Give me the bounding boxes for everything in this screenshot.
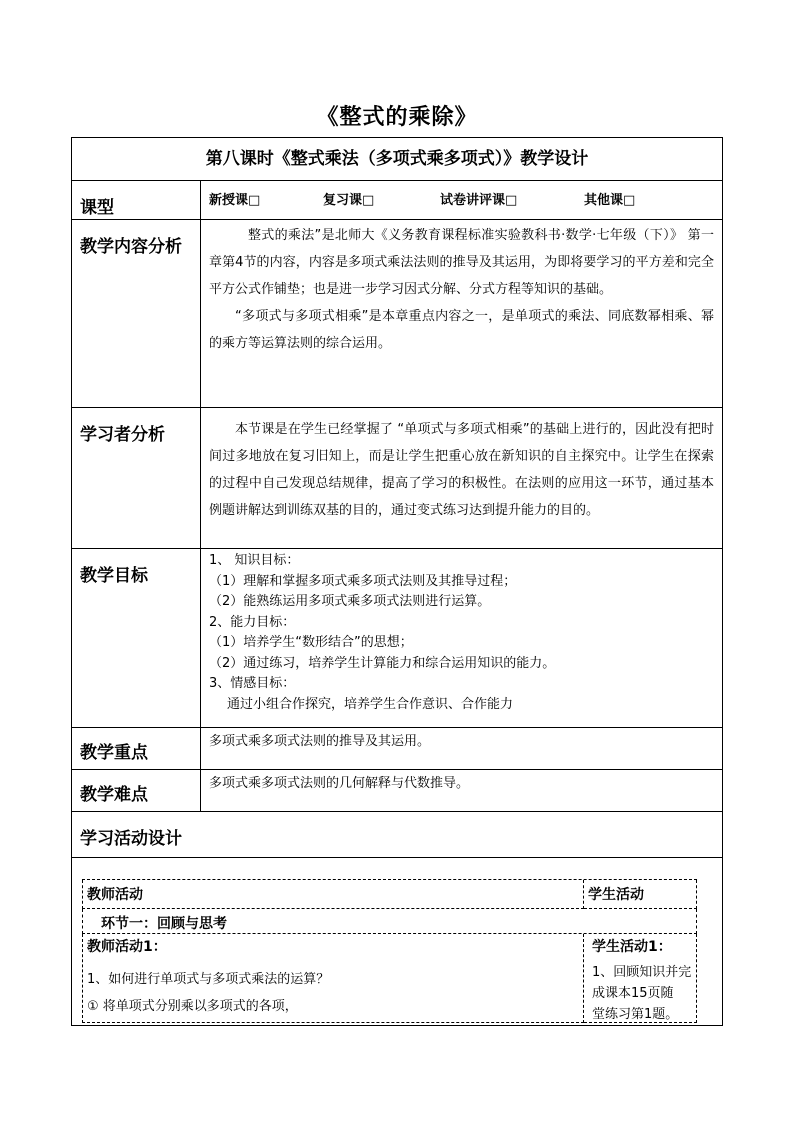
- student-activity-header: 学生活动: [584, 880, 697, 909]
- teacher-activity-header: 教师活动: [82, 880, 584, 909]
- course-type-options: [201, 181, 722, 219]
- activity-design-row: [72, 811, 722, 857]
- learner-analysis-text: [201, 408, 722, 548]
- teaching-goals-list: [201, 549, 722, 727]
- teacher-activity-line: ① 将单项式分别乘以多项式的各项，: [87, 999, 298, 1014]
- activity-header-row: [82, 879, 697, 909]
- lesson-title-row: [72, 138, 722, 180]
- key-points-text: 多项式乘多项式法则的推导及其运用。: [209, 734, 431, 749]
- learner-analysis-row: [72, 407, 722, 548]
- document-title: 《整式的乘除》: [316, 104, 478, 130]
- difficulties-label: 教学难点: [72, 770, 201, 811]
- paragraph: “多项式与多项式相乘”是本章重点内容之一，是单项式的乘法、同底数幂相乘、幂的乘方等运算法则的综合运用。: [209, 309, 714, 351]
- teaching-goals-row: [72, 548, 722, 727]
- goal-line: （1）培养学生“数形结合”的思想；: [209, 635, 413, 650]
- teaching-goals-label: 教学目标: [72, 549, 201, 727]
- lesson-title: 第八课时《整式乘法（多项式乘多项式）》教学设计: [205, 149, 589, 169]
- course-type-row: [72, 180, 722, 219]
- content-analysis-text: [201, 220, 722, 407]
- course-type-option[interactable]: 新授课□: [209, 193, 261, 208]
- activity-body-row: [82, 934, 697, 1023]
- teacher-activity-subtitle: 教师活动1：: [87, 939, 167, 955]
- goal-line: 1、 知识目标：: [209, 553, 300, 568]
- paragraph: 整式的乘法”是北师大《义务教育课程标准实验教科书·数学·七年级（下）》 第一章第4节的内容，内容是多项式乘法法则的推导及其运用，为即将要学习的平方差和完全平方公式作铺垫；也是进一步学习因式分解、分式方程等知识的基础。: [209, 228, 714, 297]
- student-activity-line: 成课本15页随: [592, 986, 674, 1001]
- key-points-row: [72, 727, 722, 769]
- activity-design-label: 学习活动设计: [80, 829, 182, 849]
- student-activity-line: 1、回顾知识并完: [592, 965, 692, 980]
- student-activity-cell: [584, 934, 697, 1023]
- course-type-option[interactable]: 复习课□: [323, 193, 375, 208]
- goal-line: 2、能力目标：: [209, 614, 296, 630]
- goal-line: 通过小组合作探究，培养学生合作意识、合作能力: [227, 696, 514, 712]
- course-type-option[interactable]: 其他课□: [584, 193, 636, 208]
- content-analysis-row: [72, 219, 722, 407]
- goal-line: （2）能熟练运用多项式乘多项式法则进行运算。: [209, 594, 491, 609]
- teacher-activity-cell: [82, 934, 584, 1023]
- course-type-label: 课型: [72, 181, 201, 219]
- activity-table: [82, 879, 697, 1023]
- student-activity-line: 堂练习第1题。: [592, 1007, 679, 1022]
- goal-line: （1）理解和掌握多项式乘多项式法则及其推导过程；: [209, 573, 517, 589]
- course-type-option[interactable]: 试卷讲评课□: [440, 193, 518, 208]
- student-activity-subtitle: 学生活动1：: [592, 939, 672, 955]
- teacher-activity-line: 1、如何进行单项式与多项式乘法的运算？: [87, 972, 330, 987]
- key-points-label: 教学重点: [72, 728, 201, 769]
- difficulties-text: 多项式乘多项式法则的几何解释与代数推导。: [209, 776, 470, 791]
- section-heading: 环节一：回顾与思考: [82, 909, 697, 934]
- paragraph: 本节课是在学生已经掌握了 “单项式与多项式相乘”的基础上进行的，因此没有把时间过多地放在复习旧知上，而是让学生把重心放在新知识的自主探究中。让学生在探索的过程中自己发现总结规律，提高了学习的积极性。在法则的应用这一环节，通过基本例题讲解达到训练双基的目的，通过变式练习达到提升能力的目的。: [209, 422, 714, 518]
- learner-analysis-label: 学习者分析: [72, 408, 201, 548]
- goal-line: 3、情感目标：: [209, 676, 296, 691]
- goal-line: （2）通过练习，培养学生计算能力和综合运用知识的能力。: [209, 655, 556, 671]
- difficulties-row: [72, 769, 722, 811]
- content-analysis-label: 教学内容分析: [72, 220, 201, 407]
